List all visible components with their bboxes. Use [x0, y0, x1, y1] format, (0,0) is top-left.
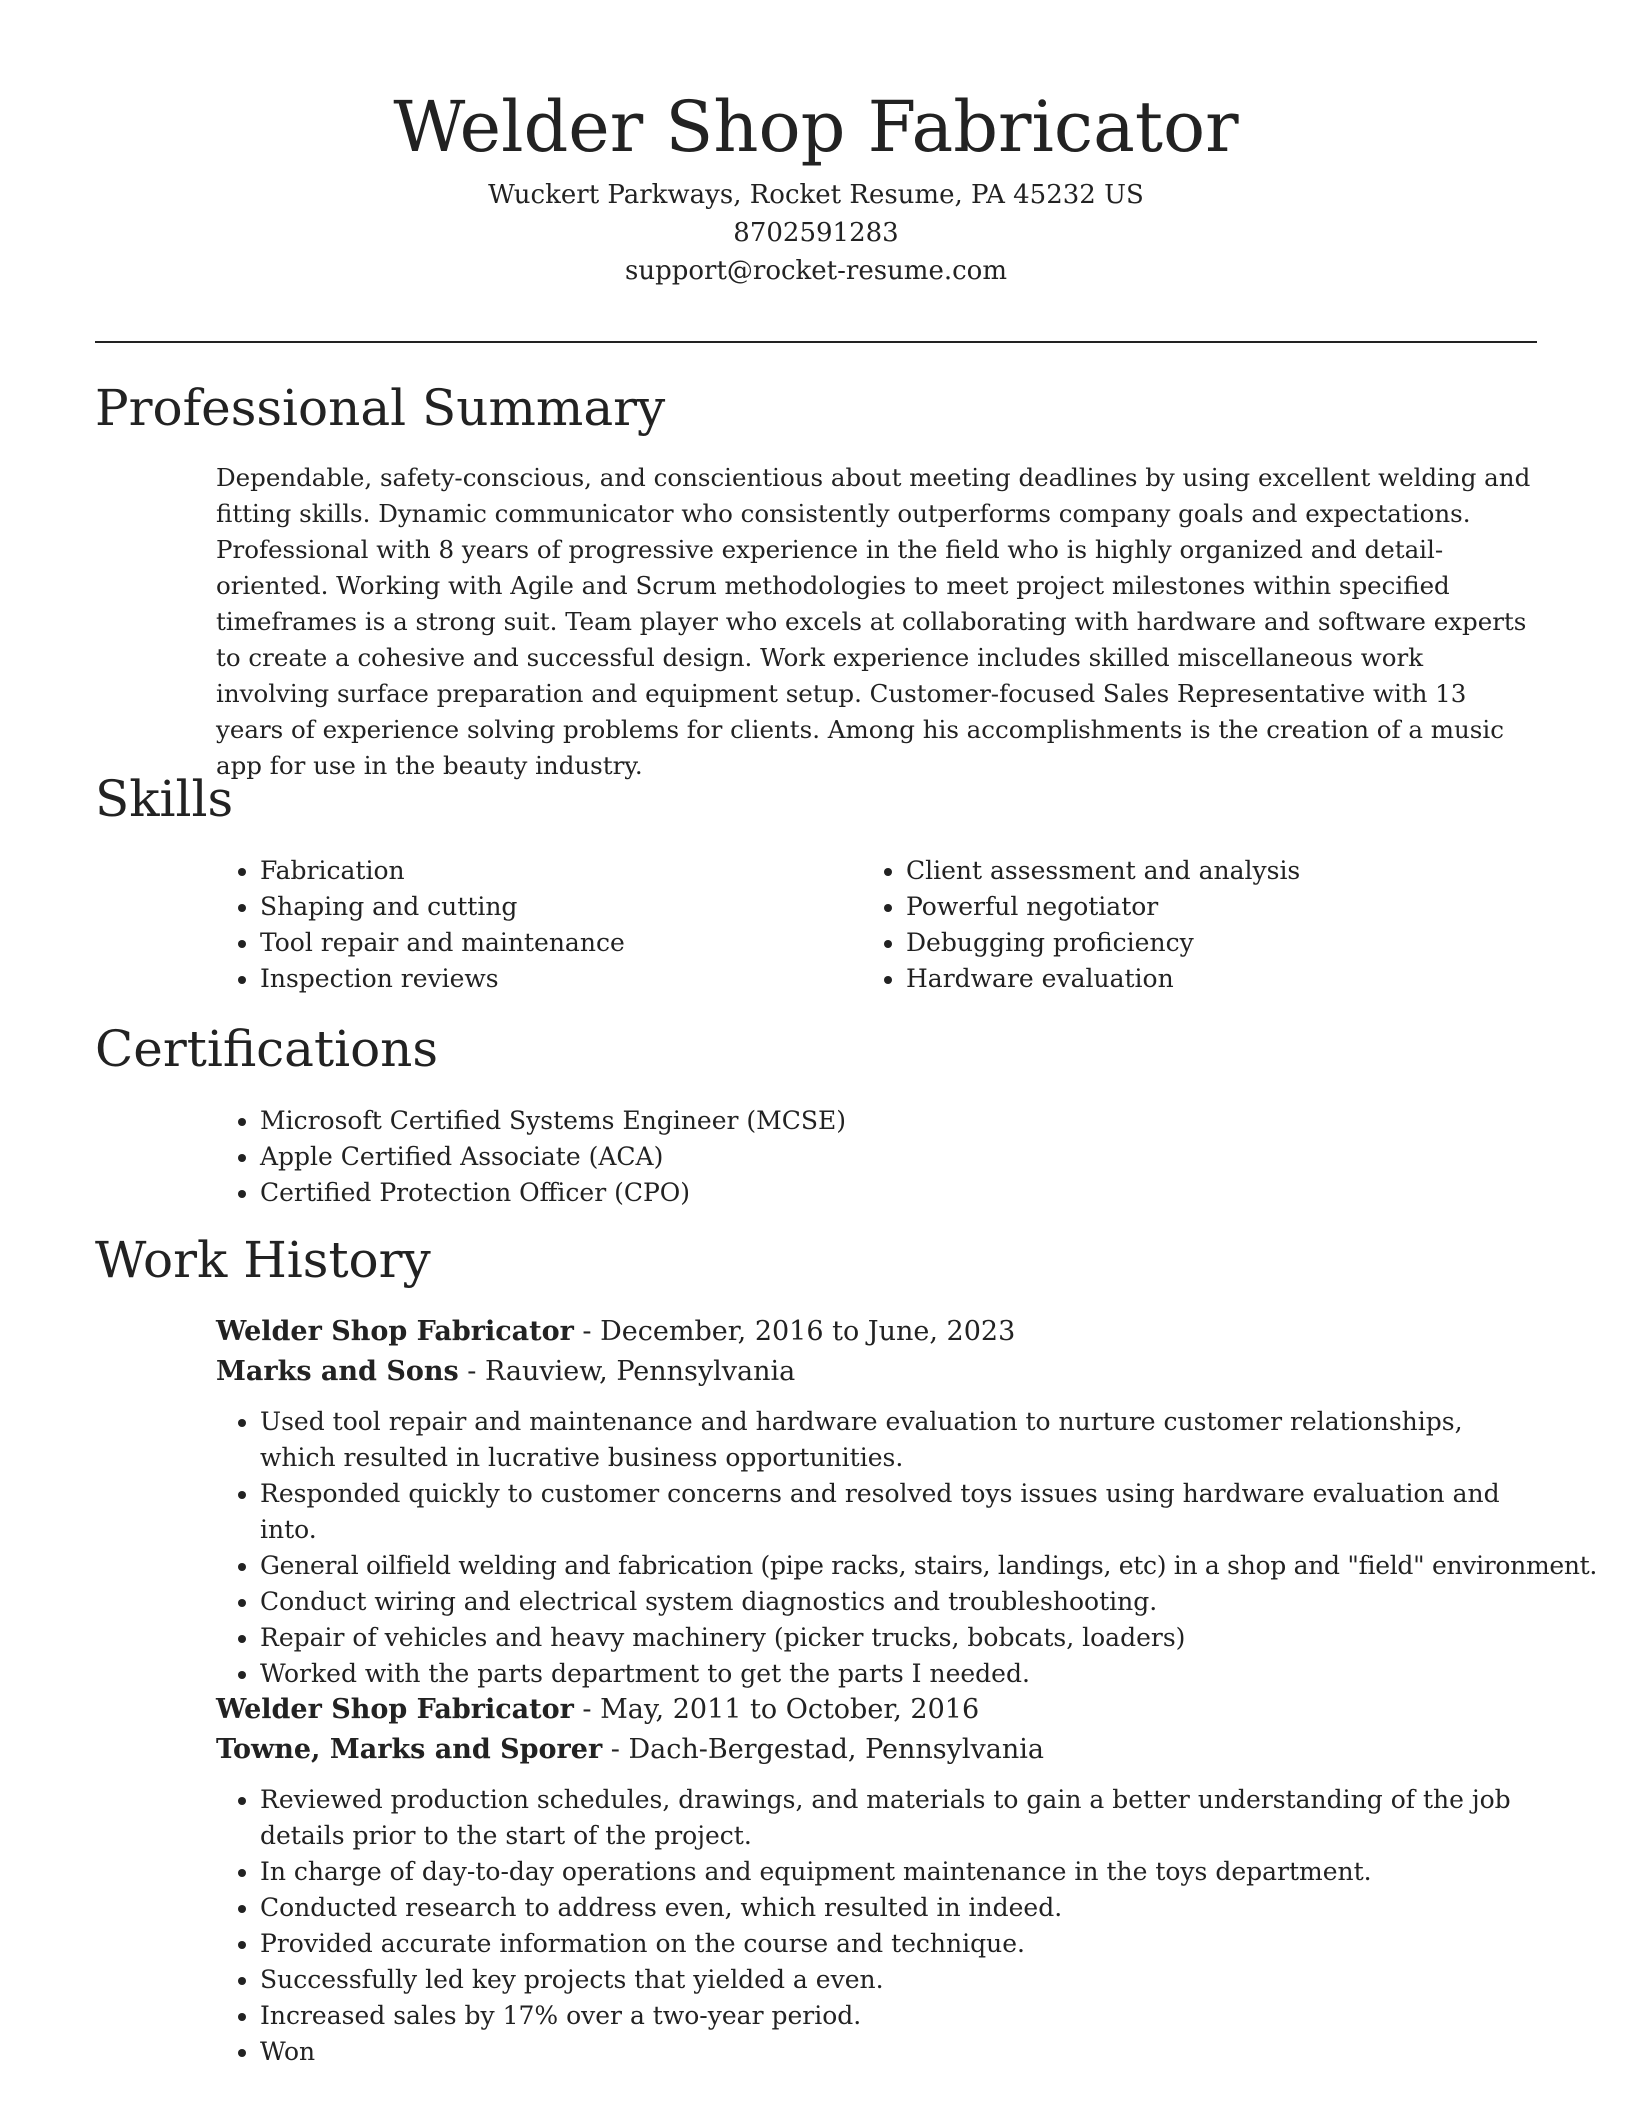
job-dates: - December, 2016 to June, 2023: [573, 1316, 1016, 1347]
skill-item: • Shaping and cutting: [260, 889, 815, 925]
skill-item: • Client assessment and analysis: [906, 853, 1461, 889]
job-entry: [216, 1312, 1598, 1692]
job-bullets: [215, 1782, 1541, 2070]
job-bullet: • Responded quickly to customer concerns and resolved toys issues using hardware evaluation and into.: [260, 1476, 1541, 1548]
job-title-line: [216, 1690, 1541, 1730]
job-bullet: • Successfully led key projects that yielded a even.: [260, 1962, 1541, 1998]
phone: 8702591283: [733, 218, 899, 248]
summary-text: Dependable, safety-conscious, and conscientious about meeting deadlines by using excellent welding and fitting skills. Dynamic communicator who consistently outperforms company goals and expectations. Professional with 8 years of progressive experience in the field who is highly organized and detail-oriented. Working with Agile and Scrum methodologies to meet project milestones within specified timeframes is a strong suit. Team player who excels at collaborating with hardware and software experts to create a cohesive and successful design. Work experience includes skilled miscellaneous work involving surface preparation and equipment setup. Customer-focused Sales Representative with 13 years of experience solving problems for clients. Among his accomplishments is the creation of a music app for use in the beauty industry.: [216, 463, 1531, 780]
job-company-line: [216, 1730, 1541, 1770]
candidate-name: Welder Shop Fabricator: [393, 86, 1239, 168]
job-bullet: • Provided accurate information on the course and technique.: [260, 1926, 1541, 1962]
certification-item: • Microsoft Certified Systems Engineer (MCSE): [260, 1103, 846, 1139]
skills-column-left: [215, 853, 815, 997]
job-bullet: • Worked with the parts department to get the parts I needed.: [260, 1656, 1541, 1692]
skills-list-right: [861, 853, 1461, 997]
job-title: Welder Shop Fabricator: [216, 1316, 574, 1347]
skill-item: • Inspection reviews: [260, 961, 815, 997]
job-bullet: • Conducted research to address even, which resulted in indeed.: [260, 1890, 1541, 1926]
job-title-line: [216, 1312, 1541, 1352]
certifications-heading: Certifications: [95, 1020, 439, 1078]
job-bullet: • Conduct wiring and electrical system diagnostics and troubleshooting.: [260, 1584, 1541, 1620]
skills-list-left: [215, 853, 815, 997]
job-bullet: • General oilfield welding and fabrication (pipe racks, stairs, landings, etc) in a shop and "field" environment.: [260, 1548, 1541, 1584]
job-location: - Dach-Bergestad, Pennsylvania: [602, 1734, 1045, 1765]
job-bullet: • In charge of day-to-day operations and equipment maintenance in the toys department.: [260, 1854, 1541, 1890]
job-bullet: • Reviewed production schedules, drawings, and materials to gain a better understanding of the job details prior to the start of the project.: [260, 1782, 1541, 1854]
job-bullet: • Used tool repair and maintenance and hardware evaluation to nurture customer relationships, which resulted in lucrative business opportunities.: [260, 1404, 1541, 1476]
job-title: Welder Shop Fabricator: [216, 1694, 574, 1725]
job-dates: - May, 2011 to October, 2016: [573, 1694, 980, 1725]
contact-block: [0, 176, 1632, 290]
job-bullet: • Won: [260, 2034, 1541, 2070]
skill-item: • Debugging proficiency: [906, 925, 1461, 961]
skill-item: • Hardware evaluation: [906, 961, 1461, 997]
certification-item: • Certified Protection Officer (CPO): [260, 1175, 846, 1211]
job-location: - Rauview, Pennsylvania: [458, 1356, 796, 1387]
job-company-line: [216, 1352, 1541, 1392]
certification-item: • Apple Certified Associate (ACA): [260, 1139, 846, 1175]
job-bullets: [215, 1404, 1598, 1692]
skill-item: • Fabrication: [260, 853, 815, 889]
job-company: Towne, Marks and Sporer: [216, 1734, 603, 1765]
job-entry: [216, 1690, 1541, 2070]
skill-item: • Powerful negotiator: [906, 889, 1461, 925]
email: support@rocket-resume.com: [624, 256, 1007, 286]
address: Wuckert Parkways, Rocket Resume, PA 45232 US: [488, 180, 1144, 210]
certifications-block: [215, 1103, 846, 1211]
skills-column-right: [861, 853, 1461, 997]
header-divider: [95, 341, 1537, 343]
job-bullet: • Increased sales by 17% over a two-year period.: [260, 1998, 1541, 2034]
resume-header: [0, 0, 1632, 290]
summary-heading: Professional Summary: [95, 379, 666, 437]
work-history-heading: Work History: [95, 1231, 431, 1289]
skill-item: • Tool repair and maintenance: [260, 925, 815, 961]
job-company: Marks and Sons: [216, 1356, 459, 1387]
certifications-list: [215, 1103, 846, 1211]
job-bullet: • Repair of vehicles and heavy machinery (picker trucks, bobcats, loaders): [260, 1620, 1541, 1656]
skills-heading: Skills: [95, 770, 234, 828]
